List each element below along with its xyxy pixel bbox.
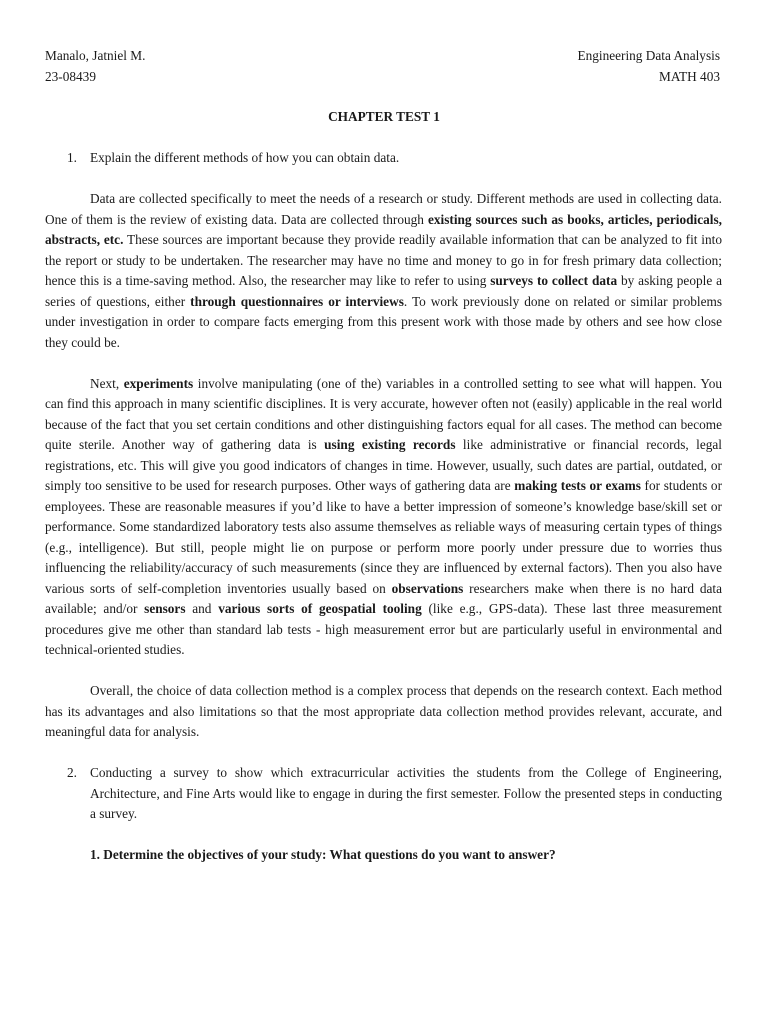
student-name: Manalo, Jatniel M. bbox=[45, 48, 146, 63]
text-run: Data are collected specifically to meet the needs of a research or study. Different methods are used in collecting data. One of them is the review of existing data. Data are collected through bbox=[45, 191, 722, 227]
bold-run: existing sources such as books, articles, periodicals, abstracts, etc. bbox=[45, 211, 722, 247]
bold-run: experiments bbox=[123, 375, 194, 391]
text-run: for students or employees. These are reasonable measures if you’d like to have a better impression of someone’s knowledge base/skill set or performance. Some standardized laboratory tests also assume themselves as reliable ways of measuring certain types of things (e.g., intelligence). But still, people might lie on purpose or perform more poorly under pressure due to worries thus influencing the reliability/accuracy of such measurements (since they are influenced by external factors). Then you also have various sorts of self-completion inventories usually based on bbox=[45, 478, 723, 596]
student-id: 23-08439 bbox=[45, 68, 96, 84]
bold-run: sensors bbox=[144, 601, 186, 616]
page-title: CHAPTER TEST 1 bbox=[328, 109, 440, 124]
text-run: by asking people a series of questions, either bbox=[45, 273, 723, 309]
bold-run: through questionnaires or interviews bbox=[190, 293, 404, 309]
bold-run: surveys to collect data bbox=[490, 273, 618, 288]
text-run: These sources are important because they provide readily available information that can be analyzed to fit into the report or study to be undertaken. The researcher may have no time and money to go in for fresh primary data collection; hence this is a time-saving method. Also, the researcher may like to refer to using bbox=[45, 232, 722, 288]
question-number: 1. bbox=[67, 150, 77, 165]
text-run: researchers make when there is no hard data available; and/or bbox=[45, 580, 722, 616]
course-title: Engineering Data Analysis bbox=[577, 48, 720, 63]
document-header bbox=[45, 46, 720, 87]
text-run: like administrative or financial records, legal registrations, etc. This will give you good indicators of changes in time. However, usually, such dates are partial, outdated, or simply too sensitive to be used for research purposes. Other ways of gathering data are bbox=[45, 437, 722, 493]
question-number: 2. bbox=[67, 765, 77, 780]
question-text: Conducting a survey to show which extracurricular activities the students from the College of Engineering, Architecture, and Fine Arts would like to engage in during the first semester. Follow the presented steps in conducting a survey. bbox=[90, 765, 722, 821]
text-run: . To work previously done on related or similar problems under investigation in order to compare facts emerging from this present work with those made by others and see how close they could be. bbox=[45, 293, 722, 350]
question-text: Explain the different methods of how you can obtain data. bbox=[90, 150, 400, 165]
bold-run: using existing records bbox=[324, 437, 456, 452]
document-body bbox=[45, 148, 722, 866]
course-code: MATH 403 bbox=[659, 68, 720, 84]
question-2 bbox=[45, 763, 722, 825]
question-1 bbox=[45, 148, 722, 169]
text-run: involve manipulating (one of the) variables in a controlled setting to see what will happen. You can find this approach in many scientific disciplines. It is very accurate, however often not (easily) applicable in the real world because of the fact that you set certain conditions and other distinguishing factors equal for all cases. The method can become quite sterile. Another way of gathering data is bbox=[45, 375, 722, 452]
bold-run: observations bbox=[391, 580, 464, 596]
answer-paragraph-3: Overall, the choice of data collection method is a complex process that depends on the research context. Each method has its advantages and also limitations so that the most appropriate data collection method provides relevant, accurate, and meaningful data for analysis. bbox=[45, 683, 722, 739]
text-run: Next, bbox=[90, 375, 124, 391]
answer-paragraph-1 bbox=[45, 189, 722, 353]
bold-run: various sorts of geospatial tooling bbox=[218, 601, 422, 616]
text-run: (like e.g., GPS-data). These last three measurement procedures give me other than standard lab tests - high measurement error but are particularly useful in environmental and technical-oriented studies. bbox=[45, 601, 722, 657]
text-run: and bbox=[185, 601, 219, 616]
survey-step-1: 1. Determine the objectives of your study: What questions do you want to answer? bbox=[90, 847, 556, 862]
answer-paragraph-2 bbox=[45, 374, 722, 661]
bold-run: making tests or exams bbox=[514, 478, 641, 493]
